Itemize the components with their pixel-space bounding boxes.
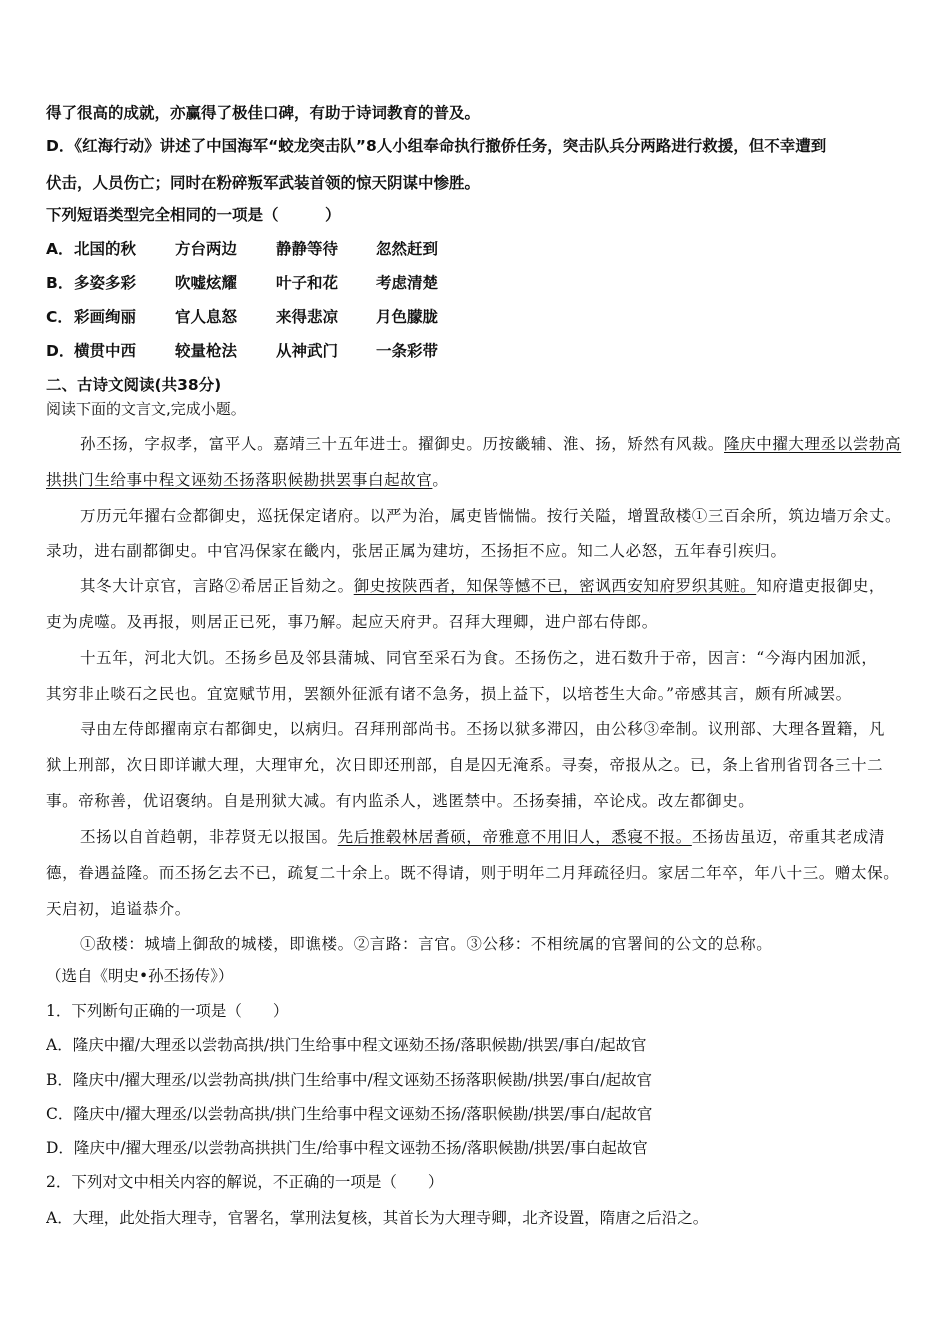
option-label: C．	[46, 308, 73, 326]
question-1-option-c: C．隆庆中/擢大理丞/以尝勃高拱/拱门生给事中程文诬劾丕扬/落职候勘/拱罢/事白/起故官	[46, 1105, 653, 1123]
option-label: A．	[46, 240, 74, 258]
question-1-option-b: B．隆庆中/擢大理丞/以尝勃高拱/拱门生给事中/程文诬劾丕扬落职候勘/拱罢/事白/起故官	[46, 1071, 652, 1089]
question-1-option-a: A．隆庆中擢/大理丞以尝勃高拱/拱门生给事中程文诬劾丕扬/落职候勘/拱罢/事白/起故官	[46, 1036, 647, 1054]
question-2-stem: 2．下列对文中相关内容的解说，不正确的一项是（ ）	[46, 1173, 444, 1191]
question-1-stem: 1．下列断句正确的一项是（ ）	[46, 1002, 289, 1020]
passage-text: 。	[432, 471, 449, 489]
passage-text: 丕扬齿虽迈，帝重其老成清	[691, 828, 886, 846]
option-d-line-2: 伏击，人员伤亡；同时在粉碎叛军武装首领的惊天阴谋中惨胜。	[46, 174, 481, 192]
phrase-item: 考虑清楚	[376, 274, 439, 292]
passage-p4-line-2: 其穷非止啖石之民也。宜宽赋节用，罢额外征派有诸不急务，损上益下，以培苍生大命。”帝感其言，颇有所减罢。	[46, 685, 852, 703]
section-instruction: 阅读下面的文言文,完成小题。	[46, 400, 246, 418]
phrase-item: 吹嘘炫耀	[175, 274, 238, 292]
passage-p5-line-2: 狱上刑部，次日即详谳大理，大理审允，次日即还刑部，自是囚无淹系。寻奏，帝报从之。已，条上省刑省罚各三十二	[46, 756, 884, 774]
text-line-carryover: 得了很高的成就，亦赢得了极佳口碑，有助于诗词教育的普及。	[46, 104, 481, 122]
phrase-item: 较量枪法	[175, 342, 238, 360]
passage-footnote: ①敌楼：城墙上御敌的城楼，即谯楼。②言路：言官。③公移：不相统属的官署间的公文的总称。	[80, 935, 773, 953]
phrase-item: 静静等待	[276, 240, 339, 258]
underlined-sentence: 隆庆中擢大理丞以尝勃高	[724, 435, 902, 453]
question-phrase-stem: 下列短语类型完全相同的一项是（ ）	[46, 206, 341, 224]
passage-p6-line-1	[80, 826, 916, 848]
passage-p2-line-2: 录功，进右副都御史。中官冯保家在畿内，张居正属为建坊，丕扬拒不应。知二人必怒，五年春引疾归。	[46, 542, 787, 560]
phrase-item: 忽然赶到	[376, 240, 439, 258]
passage-p2-line-1: 万历元年擢右佥都御史，巡抚保定诸府。以严为治，属吏皆惴惴。按行关隘，增置敌楼①三百余所，筑边墙万余丈。	[80, 507, 902, 525]
underlined-sentence: 御史按陕西者，知保等憾不已，密讽西安知府罗织其赃。	[353, 577, 757, 595]
passage-text: 其冬大计京官，言路②希居正旨劾之。	[80, 577, 354, 595]
phrase-item: 来得悲凉	[276, 308, 339, 326]
passage-text: 知府遣吏报御史，	[756, 577, 886, 595]
phrase-item: 多姿多彩	[74, 274, 137, 292]
passage-p3-line-1	[80, 575, 916, 597]
phrase-item: 北国的秋	[74, 240, 137, 258]
option-label: B．	[46, 274, 74, 292]
phrase-item: 一条彩带	[376, 342, 439, 360]
passage-source: （选自《明史•孙丕扬传》）	[46, 967, 234, 985]
underlined-sentence: 拱拱门生给事中程文诬劾丕扬落职候勘拱罢事白起故官	[46, 471, 433, 489]
option-label: D．	[46, 342, 75, 360]
question-2-option-a: A．大理，此处指大理寺，官署名，掌刑法复核，其首长为大理寺卿，北齐设置，隋唐之后沿之。	[46, 1209, 709, 1227]
passage-p6-line-3: 天启初，追谥恭介。	[46, 900, 191, 918]
passage-text: 孙丕扬，字叔孝，富平人。嘉靖三十五年进士。擢御史。历按畿辅、淮、扬，矫然有风裁。	[80, 435, 725, 453]
question-1-option-d: D．隆庆中/擢大理丞/以尝勃高拱拱门生/给事中程文诬勃丕扬/落职候勘/拱罢/事白起故官	[46, 1139, 648, 1157]
phrase-item: 官人息怒	[175, 308, 238, 326]
option-d-line-1: D．《红海行动》讲述了中国海军“蛟龙突击队”8人小组奉命执行撤侨任务，突击队兵分两路进行救援，但不幸遭到	[46, 137, 827, 155]
underlined-sentence: 先后推毂林居耆硕，帝雅意不用旧人，悉寝不报。	[337, 828, 692, 846]
phrase-item: 彩画绚丽	[74, 308, 137, 326]
passage-p4-line-1: 十五年，河北大饥。丕扬乡邑及邻县蒲城、同官至采石为食。丕扬伤之，进石数升于帝，因言：“今海内困加派，	[80, 649, 878, 667]
passage-p1-line-1	[80, 433, 916, 455]
phrase-item: 月色朦胧	[376, 308, 439, 326]
passage-p5-line-3: 事。帝称善，优诏褒纳。自是刑狱大减。有内监杀人，逃匿禁中。丕扬奏捕，卒论戍。改左都御史。	[46, 792, 755, 810]
passage-p6-line-2: 德，眷遇益隆。而丕扬乞去不已，疏复二十余上。既不得请，则于明年二月拜疏径归。家居二年卒，年八十三。赠太保。	[46, 864, 900, 882]
phrase-item: 方台两边	[175, 240, 238, 258]
passage-p5-line-1: 寻由左侍郎擢南京右都御史，以病归。召拜刑部尚书。丕扬以狱多滞囚，由公移③牵制。议刑部、大理各置籍，凡	[80, 720, 886, 738]
phrase-item: 横贯中西	[74, 342, 137, 360]
passage-p1-line-2	[46, 469, 916, 491]
section-title: 二、古诗文阅读(共38分)	[46, 376, 222, 394]
phrase-item: 叶子和花	[276, 274, 339, 292]
passage-text: 丕扬以自首趋朝，非荐贤无以报国。	[80, 828, 338, 846]
passage-p3-line-2: 吏为虎噬。及再报，则居正已死，事乃解。起应天府尹。召拜大理卿，进户部右侍郎。	[46, 613, 658, 631]
phrase-item: 从神武门	[276, 342, 339, 360]
